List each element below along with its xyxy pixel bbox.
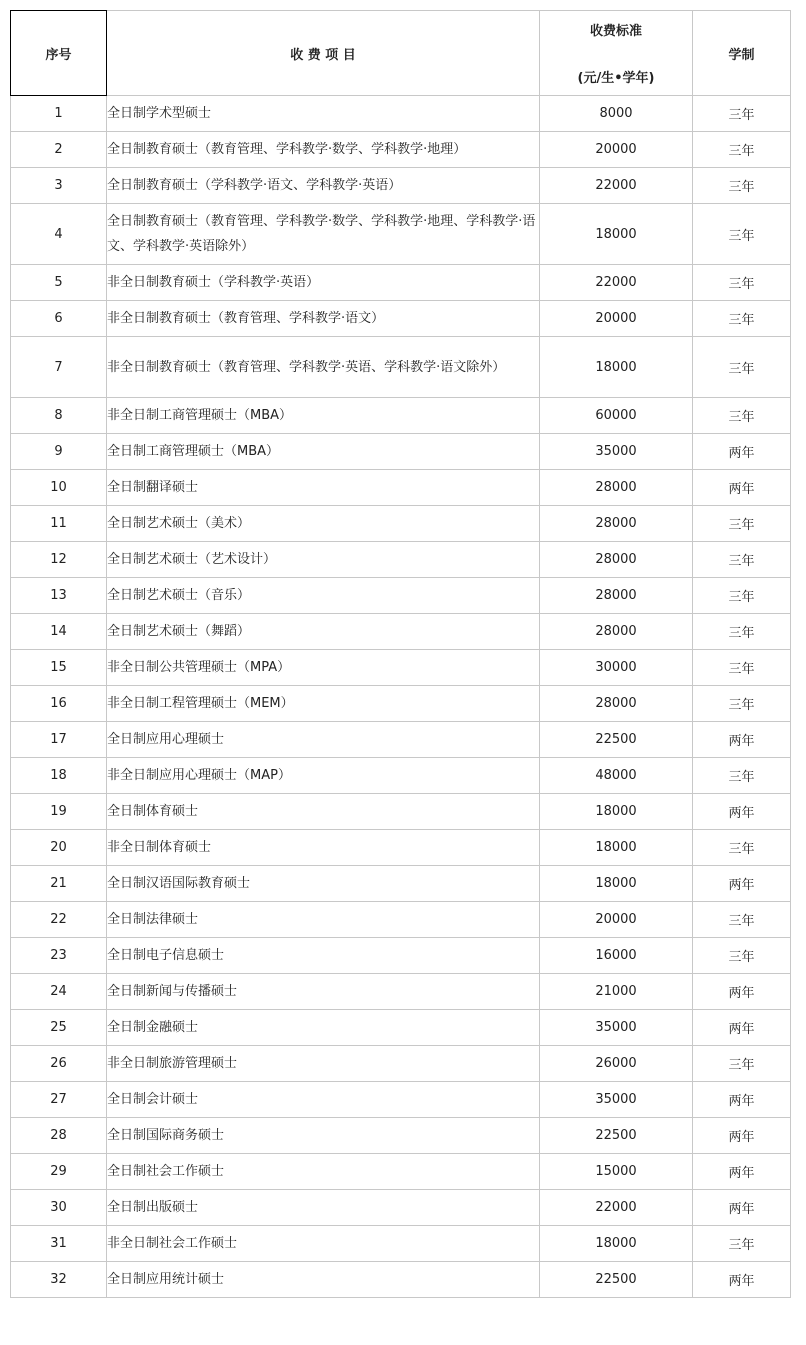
row-item: 非全日制工程管理硕士（MEM） [107,686,540,722]
row-length: 三年 [693,1226,791,1262]
row-fee: 35000 [540,1010,693,1046]
header-item: 收 费 项 目 [107,11,540,96]
header-standard [540,11,693,96]
row-length: 三年 [693,1046,791,1082]
table-row [11,614,791,650]
row-item: 全日制应用统计硕士 [107,1262,540,1298]
row-number: 32 [11,1262,107,1298]
row-number: 22 [11,902,107,938]
table-row [11,132,791,168]
row-fee: 8000 [540,96,693,132]
table-row [11,1262,791,1298]
table-row [11,794,791,830]
row-number: 11 [11,506,107,542]
row-length: 两年 [693,722,791,758]
row-fee: 35000 [540,1082,693,1118]
row-fee: 22000 [540,168,693,204]
row-fee: 20000 [540,902,693,938]
row-fee: 18000 [540,337,693,398]
row-item: 非全日制工商管理硕士（MBA） [107,398,540,434]
row-length: 三年 [693,398,791,434]
table-row [11,398,791,434]
row-length: 三年 [693,830,791,866]
table-row [11,265,791,301]
row-length: 两年 [693,794,791,830]
row-item: 全日制应用心理硕士 [107,722,540,758]
row-item: 全日制教育硕士（教育管理、学科教学·数学、学科教学·地理、学科教学·语文、学科教学·英语除外） [107,204,540,265]
row-item: 全日制新闻与传播硕士 [107,974,540,1010]
row-fee: 22000 [540,265,693,301]
row-fee: 15000 [540,1154,693,1190]
row-item: 全日制汉语国际教育硕士 [107,866,540,902]
row-length: 三年 [693,506,791,542]
row-length: 两年 [693,434,791,470]
row-number: 16 [11,686,107,722]
table-row [11,1118,791,1154]
row-length: 两年 [693,1190,791,1226]
row-fee: 28000 [540,686,693,722]
row-number: 4 [11,204,107,265]
row-number: 29 [11,1154,107,1190]
row-number: 19 [11,794,107,830]
table-row [11,1190,791,1226]
row-fee: 35000 [540,434,693,470]
row-item: 全日制社会工作硕士 [107,1154,540,1190]
row-number: 30 [11,1190,107,1226]
table-row [11,301,791,337]
row-length: 三年 [693,168,791,204]
row-number: 8 [11,398,107,434]
table-row [11,1046,791,1082]
row-item: 全日制金融硕士 [107,1010,540,1046]
row-fee: 30000 [540,650,693,686]
row-item: 非全日制旅游管理硕士 [107,1046,540,1082]
header-no: 序号 [11,11,107,96]
table-body [11,96,791,1298]
row-item: 全日制艺术硕士（舞蹈） [107,614,540,650]
row-item: 全日制出版硕士 [107,1190,540,1226]
table-row [11,1082,791,1118]
row-item: 非全日制教育硕士（教育管理、学科教学·英语、学科教学·语文除外） [107,337,540,398]
row-number: 20 [11,830,107,866]
row-length: 三年 [693,686,791,722]
table-row [11,578,791,614]
row-item: 全日制教育硕士（教育管理、学科教学·数学、学科教学·地理） [107,132,540,168]
row-item: 非全日制教育硕士（学科教学·英语） [107,265,540,301]
header-standard-line2: (元/生•学年) [577,71,655,86]
table-row [11,650,791,686]
row-number: 21 [11,866,107,902]
row-item: 非全日制体育硕士 [107,830,540,866]
row-number: 28 [11,1118,107,1154]
row-item: 全日制艺术硕士（美术） [107,506,540,542]
row-fee: 20000 [540,301,693,337]
table-row [11,542,791,578]
row-fee: 18000 [540,830,693,866]
row-item: 全日制国际商务硕士 [107,1118,540,1154]
row-length: 两年 [693,1154,791,1190]
row-fee: 22500 [540,1118,693,1154]
row-item: 非全日制公共管理硕士（MPA） [107,650,540,686]
row-number: 23 [11,938,107,974]
row-length: 两年 [693,1010,791,1046]
row-fee: 18000 [540,204,693,265]
table-header-row [11,11,791,96]
table-row [11,866,791,902]
row-length: 三年 [693,301,791,337]
row-length: 两年 [693,470,791,506]
row-fee: 16000 [540,938,693,974]
fee-table [10,10,791,1298]
row-length: 三年 [693,132,791,168]
table-row [11,974,791,1010]
row-length: 三年 [693,337,791,398]
row-item: 非全日制应用心理硕士（MAP） [107,758,540,794]
row-number: 25 [11,1010,107,1046]
table-row [11,434,791,470]
row-item: 全日制电子信息硕士 [107,938,540,974]
row-length: 三年 [693,902,791,938]
row-fee: 18000 [540,794,693,830]
row-fee: 60000 [540,398,693,434]
row-number: 6 [11,301,107,337]
row-length: 三年 [693,542,791,578]
table-row [11,758,791,794]
row-number: 13 [11,578,107,614]
table-row [11,830,791,866]
row-item: 全日制艺术硕士（艺术设计） [107,542,540,578]
row-length: 三年 [693,650,791,686]
table-row [11,168,791,204]
row-item: 非全日制教育硕士（教育管理、学科教学·语文） [107,301,540,337]
row-number: 14 [11,614,107,650]
row-item: 全日制教育硕士（学科教学·语文、学科教学·英语） [107,168,540,204]
table-row [11,902,791,938]
row-fee: 22500 [540,722,693,758]
row-number: 2 [11,132,107,168]
row-number: 12 [11,542,107,578]
row-length: 两年 [693,866,791,902]
row-number: 1 [11,96,107,132]
row-item: 非全日制社会工作硕士 [107,1226,540,1262]
table-row [11,96,791,132]
row-item: 全日制体育硕士 [107,794,540,830]
table-row [11,204,791,265]
table-row [11,470,791,506]
row-length: 两年 [693,1082,791,1118]
row-fee: 28000 [540,542,693,578]
row-number: 18 [11,758,107,794]
header-length: 学制 [693,11,791,96]
table-row [11,1226,791,1262]
table-row [11,337,791,398]
row-fee: 20000 [540,132,693,168]
row-number: 10 [11,470,107,506]
row-fee: 28000 [540,470,693,506]
row-fee: 28000 [540,578,693,614]
row-item: 全日制翻译硕士 [107,470,540,506]
row-fee: 21000 [540,974,693,1010]
row-length: 两年 [693,1262,791,1298]
row-number: 31 [11,1226,107,1262]
table-row [11,1010,791,1046]
table-row [11,1154,791,1190]
row-length: 两年 [693,974,791,1010]
row-fee: 28000 [540,506,693,542]
table-row [11,722,791,758]
row-number: 24 [11,974,107,1010]
row-length: 三年 [693,758,791,794]
row-length: 三年 [693,265,791,301]
row-item: 全日制工商管理硕士（MBA） [107,434,540,470]
row-fee: 18000 [540,1226,693,1262]
row-fee: 28000 [540,614,693,650]
row-fee: 26000 [540,1046,693,1082]
table-row [11,686,791,722]
row-number: 5 [11,265,107,301]
row-item: 全日制法律硕士 [107,902,540,938]
row-length: 三年 [693,204,791,265]
row-number: 7 [11,337,107,398]
row-number: 26 [11,1046,107,1082]
row-length: 三年 [693,614,791,650]
row-item: 全日制会计硕士 [107,1082,540,1118]
row-number: 3 [11,168,107,204]
row-length: 三年 [693,938,791,974]
row-number: 15 [11,650,107,686]
header-standard-line1: 收费标准 [589,24,642,39]
row-length: 三年 [693,578,791,614]
row-length: 三年 [693,96,791,132]
table-row [11,938,791,974]
row-item: 全日制学术型硕士 [107,96,540,132]
row-item: 全日制艺术硕士（音乐） [107,578,540,614]
row-fee: 48000 [540,758,693,794]
row-fee: 22000 [540,1190,693,1226]
row-number: 27 [11,1082,107,1118]
row-number: 17 [11,722,107,758]
row-fee: 18000 [540,866,693,902]
row-length: 两年 [693,1118,791,1154]
table-row [11,506,791,542]
row-fee: 22500 [540,1262,693,1298]
row-number: 9 [11,434,107,470]
